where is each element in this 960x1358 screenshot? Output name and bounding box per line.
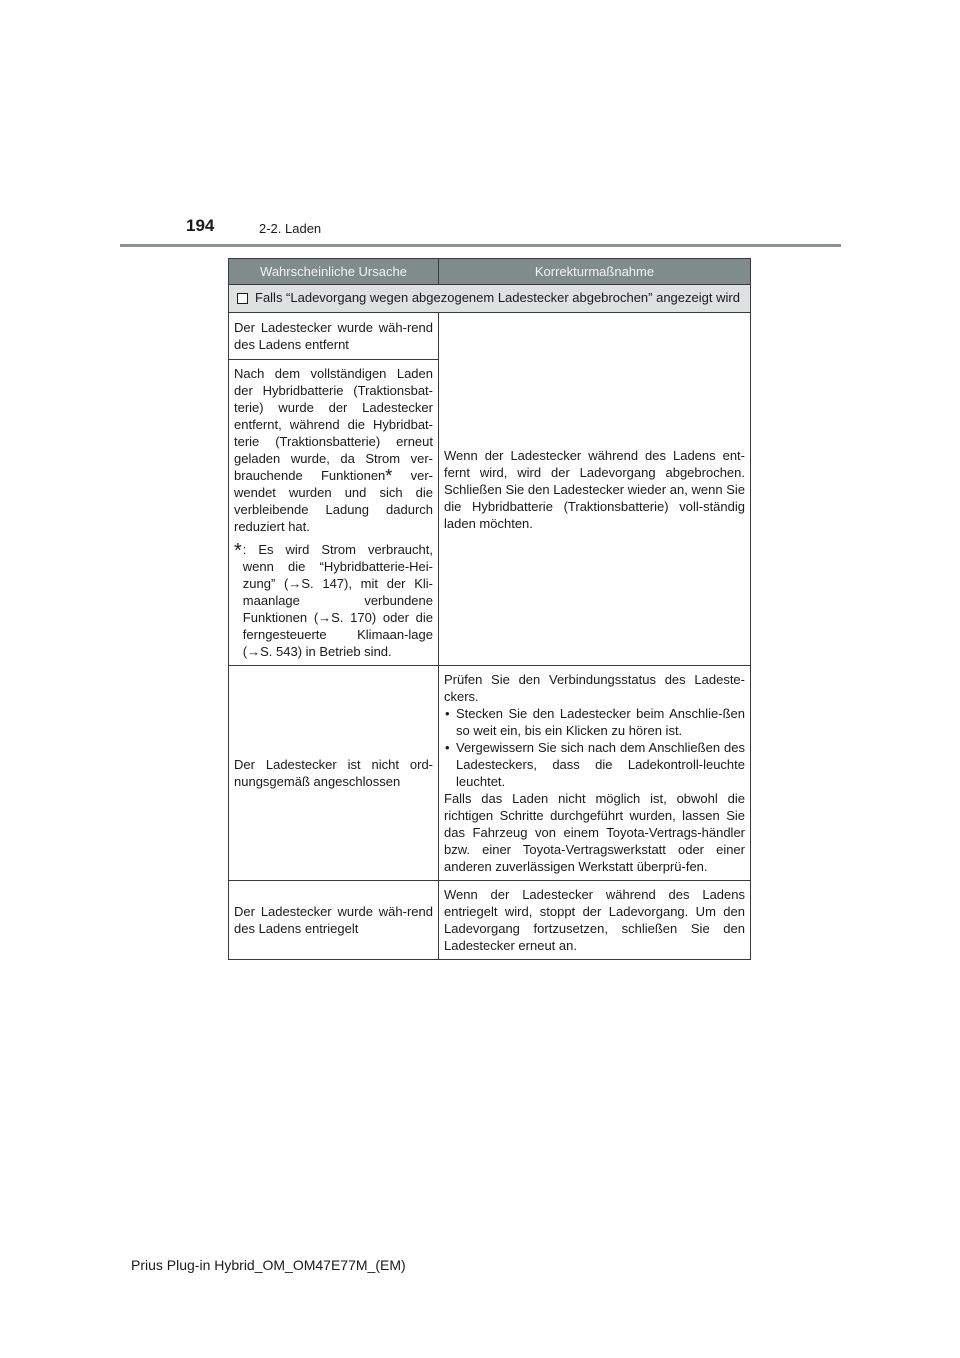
cause-cell: Der Ladestecker ist nicht ord-nungsgemäß angeschlossen	[229, 666, 439, 881]
fix-outro: Falls das Laden nicht möglich ist, obwohl die richtigen Schritte durchgeführt wurden, lassen Sie das Fahrzeug von einem Toyota-Vertrags-händler bzw. einer Toyota-Vertragswerkstatt oder einer anderen zuverlässigen Werkstatt überprü-fen.	[444, 791, 745, 874]
table-row	[229, 666, 751, 881]
checkbox-icon	[237, 293, 248, 304]
cause-cell	[229, 360, 439, 666]
condition-cell	[229, 285, 751, 313]
list-item: • Vergewissern Sie sich nach dem Anschließen des Ladesteckers, dass die Ladekontroll-leuchte leuchtet.	[444, 739, 745, 790]
footnote-asterisk: *	[234, 540, 242, 562]
table-row	[229, 881, 751, 960]
header-divider	[120, 244, 841, 247]
page-number: 194	[186, 216, 215, 235]
cause-cell: Der Ladestecker wurde wäh-rend des Ladens entriegelt	[229, 881, 439, 960]
table-row	[229, 313, 751, 360]
fix-cell	[439, 666, 751, 881]
column-header-fix: Korrekturmaßnahme	[439, 259, 751, 285]
section-title: 2-2. Laden	[259, 221, 322, 236]
cause-cell: Der Ladestecker wurde wäh-rend des Ladens entfernt	[229, 313, 439, 360]
footnote-marker: *	[385, 466, 393, 486]
table-header-row	[229, 259, 751, 285]
list-item: • Stecken Sie den Ladestecker beim Anschlie-ßen so weit ein, bis ein Klicken zu hören ist.	[444, 705, 745, 739]
cause-text: Nach dem vollständigen Laden der Hybridbatterie (Traktionsbat-terie) wurde der Ladestecker entfernt, während die Hybridbat-terie (Traktionsbatterie) erneut geladen wurde, da Strom ver-brauchende Funktionen* ver-wendet wurden und sich die verbleibende Ladung dadurch reduziert hat.	[234, 366, 433, 534]
condition-text: Falls “Ladevorgang wegen abgezogenem Ladestecker abgebrochen” angezeigt wird	[255, 290, 740, 305]
footnote	[234, 541, 433, 660]
column-header-cause: Wahrscheinliche Ursache	[229, 259, 439, 285]
fix-cell-shared: Wenn der Ladestecker während des Ladens ent-fernt wird, wird der Ladevorgang abgebrochen. Schließen Sie den Ladestecker wieder an, wenn Sie die Hybridbatterie (Traktionsbatterie) voll-ständig laden möchten.	[439, 313, 751, 666]
fix-intro: Prüfen Sie den Verbindungsstatus des Ladeste-ckers.	[444, 672, 745, 704]
footnote-text: : Es wird Strom verbraucht, wenn die “Hybridbatterie-Hei-zung” (→S. 147), mit der Kli-maanlage verbundene Funktionen (→S. 170) oder die ferngesteuerte Klimaan-lage (→S. 543) in Betrieb sind.	[242, 542, 433, 659]
troubleshooting-table	[228, 258, 751, 960]
footer-doc-id: Prius Plug-in Hybrid_OM_OM47E77M_(EM)	[131, 1257, 406, 1273]
fix-bullet-list	[444, 705, 745, 790]
condition-row	[229, 285, 751, 313]
fix-cell: Wenn der Ladestecker während des Ladens entriegelt wird, stoppt der Ladevorgang. Um den Ladevorgang fortzusetzen, schließen Sie den Ladestecker erneut an.	[439, 881, 751, 960]
